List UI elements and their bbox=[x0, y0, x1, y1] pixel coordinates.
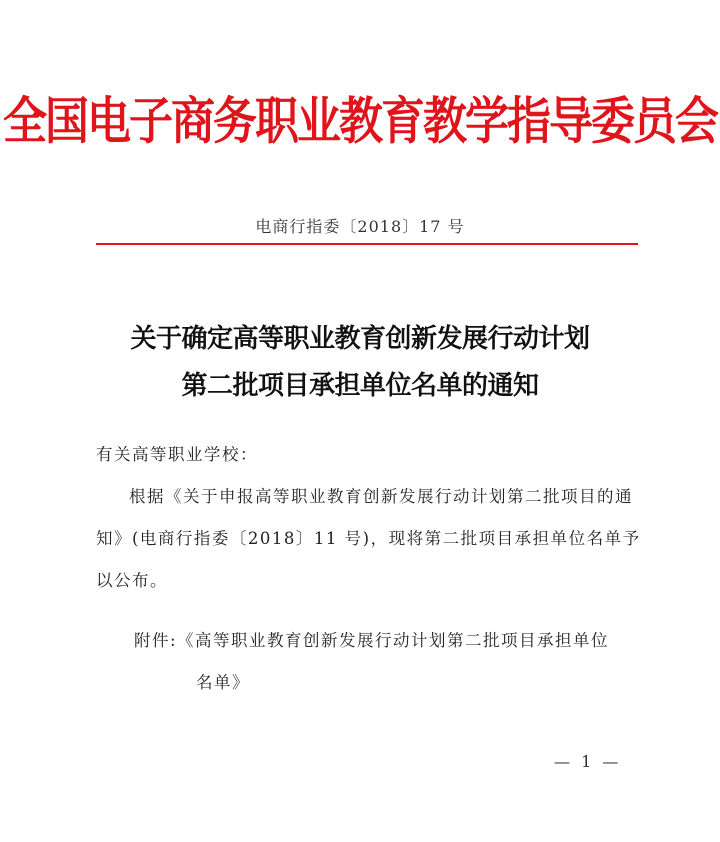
notice-title-line-1: 关于确定高等职业教育创新发展行动计划 bbox=[130, 324, 590, 354]
notice-title-line-2: 第二批项目承担单位名单的通知 bbox=[181, 371, 539, 401]
salutation: 有关高等职业学校： bbox=[96, 445, 258, 464]
organization-header: 全国电子商务职业教育教学指导委员会 bbox=[3, 92, 717, 152]
attachment-line-1: 附件:《高等职业教育创新发展行动计划第二批项目承担单位 bbox=[134, 631, 610, 650]
page-number: — 1 — bbox=[554, 752, 622, 771]
attachment-note bbox=[134, 620, 654, 704]
body-paragraph: 根据《关于申报高等职业教育创新发展行动计划第二批项目的通知》(电商行指委〔2018〕11 号)，现将第二批项目承担单位名单予以公布。 bbox=[96, 487, 641, 590]
document-number: 电商行指委〔2018〕17 号 bbox=[255, 217, 465, 236]
notice-title bbox=[0, 316, 720, 410]
red-divider bbox=[96, 243, 638, 245]
attachment-line-2: 名单》 bbox=[196, 673, 250, 692]
